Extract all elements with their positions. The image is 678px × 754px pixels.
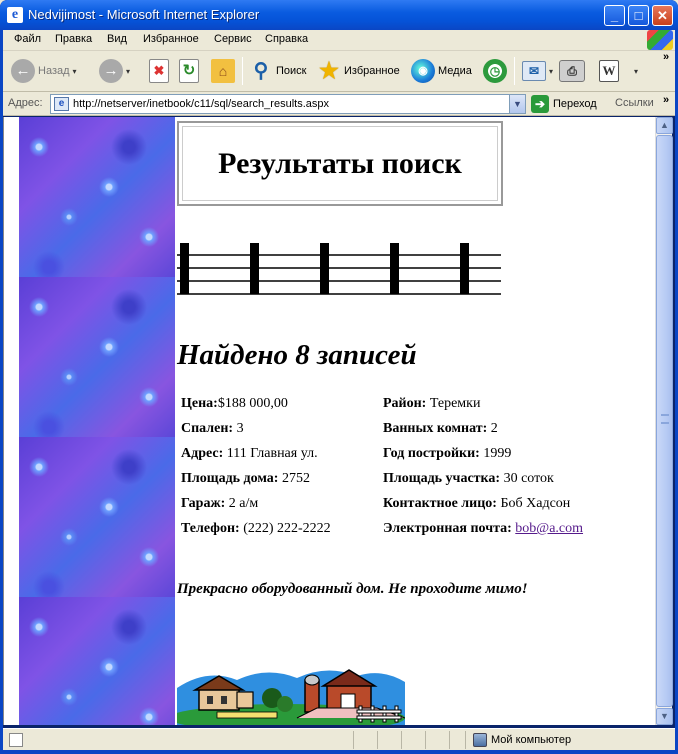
price-value: $188 000,00 bbox=[217, 396, 288, 411]
garage-key: Гараж: bbox=[181, 496, 226, 511]
scroll-thumb[interactable] bbox=[656, 135, 673, 707]
year-built-key: Год постройки: bbox=[383, 446, 480, 461]
home-icon: ⌂ bbox=[211, 59, 235, 83]
window-frame-bottom bbox=[0, 750, 678, 754]
stop-button[interactable] bbox=[149, 56, 169, 86]
menu-bar bbox=[3, 30, 675, 51]
address-input[interactable] bbox=[50, 94, 526, 114]
zone-label: Мой компьютер bbox=[491, 734, 572, 746]
edit-dropdown-icon[interactable]: ▾ bbox=[634, 66, 639, 76]
search-label: Поиск bbox=[276, 65, 307, 77]
refresh-button[interactable] bbox=[179, 56, 199, 86]
toolbar-separator bbox=[242, 57, 243, 85]
detail-row bbox=[179, 493, 649, 518]
close-button[interactable]: ✕ bbox=[652, 5, 673, 26]
toolbar-separator bbox=[514, 57, 515, 85]
address-url[interactable]: http://netserver/inetbook/c11/sql/search_results.aspx bbox=[73, 98, 329, 110]
toolbar-overflow-icon[interactable]: » bbox=[663, 51, 670, 63]
window-title: Nedvijimost - Microsoft Internet Explorer bbox=[28, 7, 260, 22]
minimize-button[interactable]: _ bbox=[604, 5, 625, 26]
address-dropdown-icon[interactable]: ▼ bbox=[509, 95, 525, 113]
farm-clipart-image bbox=[177, 658, 405, 725]
page-viewport bbox=[3, 117, 655, 725]
toolbar bbox=[3, 51, 675, 92]
status-divider bbox=[401, 731, 402, 749]
title-bar bbox=[0, 0, 678, 30]
back-arrow-icon: ← bbox=[11, 59, 35, 83]
go-button[interactable] bbox=[531, 95, 597, 113]
detail-row bbox=[179, 443, 649, 468]
page-icon: e bbox=[54, 97, 69, 111]
stop-icon: ✖ bbox=[149, 59, 169, 83]
bedrooms-value: 3 bbox=[233, 421, 244, 436]
house-area-value: 2752 bbox=[278, 471, 310, 486]
forward-arrow-icon: → bbox=[99, 59, 123, 83]
search-icon: ⚲ bbox=[253, 60, 269, 82]
media-icon: ◉ bbox=[411, 59, 435, 83]
bedrooms-key: Спален: bbox=[181, 421, 234, 436]
menu-favorites[interactable]: Избранное bbox=[143, 33, 199, 45]
scroll-up-button[interactable]: ▲ bbox=[656, 117, 673, 134]
maximize-button[interactable]: □ bbox=[628, 5, 649, 26]
word-icon: W bbox=[599, 60, 619, 82]
status-divider bbox=[449, 731, 450, 749]
home-button[interactable] bbox=[211, 56, 235, 86]
detail-row bbox=[179, 418, 649, 443]
go-arrow-icon: ➔ bbox=[531, 95, 549, 113]
detail-row bbox=[179, 393, 649, 418]
flower-background-strip bbox=[19, 117, 175, 725]
contact-key: Контактное лицо: bbox=[383, 496, 497, 511]
page-status-icon bbox=[9, 733, 23, 747]
forward-dropdown-icon[interactable]: ▾ bbox=[126, 66, 131, 76]
house-area-key: Площадь дома: bbox=[181, 471, 279, 486]
links-overflow-icon[interactable]: » bbox=[663, 94, 670, 106]
heading-frame bbox=[177, 121, 503, 206]
mail-icon: ✉ bbox=[522, 61, 546, 81]
listing-details bbox=[179, 393, 649, 543]
refresh-icon: ↻ bbox=[179, 59, 199, 83]
district-value: Теремки bbox=[426, 396, 481, 411]
back-label: Назад bbox=[38, 65, 70, 77]
results-count: Найдено 8 записей bbox=[177, 339, 417, 371]
status-divider bbox=[377, 731, 378, 749]
address-key: Адрес: bbox=[181, 446, 224, 461]
go-label: Переход bbox=[553, 98, 597, 110]
star-icon: ★ bbox=[319, 58, 339, 83]
favorites-button[interactable] bbox=[317, 56, 400, 86]
back-button[interactable] bbox=[11, 56, 77, 86]
edit-button[interactable] bbox=[599, 56, 638, 86]
email-key: Электронная почта: bbox=[383, 521, 512, 536]
ie-icon: e bbox=[7, 7, 23, 23]
detail-row bbox=[179, 468, 649, 493]
windows-logo-icon bbox=[647, 30, 673, 50]
back-dropdown-icon[interactable]: ▾ bbox=[72, 66, 77, 76]
page-title: Результаты поиск bbox=[218, 146, 462, 180]
menu-view[interactable]: Вид bbox=[107, 33, 127, 45]
vertical-scrollbar[interactable] bbox=[655, 117, 672, 725]
links-button[interactable]: Ссылки bbox=[615, 97, 654, 109]
media-button[interactable] bbox=[411, 56, 472, 86]
page-content bbox=[176, 117, 655, 725]
address-value: 111 Главная ул. bbox=[223, 446, 318, 461]
grip-icon bbox=[661, 414, 669, 424]
history-icon: ◷ bbox=[483, 59, 507, 83]
phone-value: (222) 222-2222 bbox=[239, 521, 331, 536]
listing-tagline: Прекрасно оборудованный дом. Не проходите мимо! bbox=[177, 581, 528, 597]
menu-edit[interactable]: Правка bbox=[55, 33, 93, 45]
favorites-label: Избранное bbox=[344, 65, 400, 77]
year-built-value: 1999 bbox=[479, 446, 512, 461]
mail-button[interactable] bbox=[522, 56, 553, 86]
security-zone bbox=[473, 731, 571, 749]
bathrooms-value: 2 bbox=[487, 421, 498, 436]
contact-value: Боб Хадсон bbox=[496, 496, 571, 511]
address-label: Адрес: bbox=[8, 97, 43, 109]
fence-divider-image bbox=[177, 243, 501, 297]
printer-icon: ⎙ bbox=[559, 60, 585, 82]
garage-value: 2 а/м bbox=[225, 496, 259, 511]
media-label: Медиа bbox=[438, 65, 472, 77]
price-key: Цена: bbox=[181, 396, 218, 411]
lot-area-key: Площадь участка: bbox=[383, 471, 501, 486]
status-bar bbox=[3, 728, 675, 750]
history-button[interactable] bbox=[483, 56, 507, 86]
status-divider bbox=[353, 731, 354, 749]
bathrooms-key: Ванных комнат: bbox=[383, 421, 488, 436]
mail-dropdown-icon[interactable]: ▾ bbox=[549, 66, 554, 76]
status-divider bbox=[425, 731, 426, 749]
district-key: Район: bbox=[383, 396, 427, 411]
computer-icon bbox=[473, 733, 487, 747]
search-button[interactable] bbox=[249, 56, 306, 86]
phone-key: Телефон: bbox=[181, 521, 240, 536]
menu-tools[interactable]: Сервис bbox=[214, 33, 252, 45]
forward-button[interactable] bbox=[99, 56, 130, 86]
status-divider bbox=[465, 731, 466, 749]
heading-inner bbox=[182, 126, 498, 201]
email-link[interactable]: bob@a.com bbox=[515, 521, 584, 536]
address-bar bbox=[3, 92, 675, 116]
menu-file[interactable]: Файл bbox=[14, 33, 42, 45]
print-button[interactable] bbox=[559, 56, 585, 86]
lot-area-value: 30 соток bbox=[500, 471, 554, 486]
detail-row bbox=[179, 518, 649, 543]
scroll-down-button[interactable]: ▼ bbox=[656, 708, 673, 725]
menu-help[interactable]: Справка bbox=[265, 33, 309, 45]
page-margin bbox=[4, 117, 19, 725]
